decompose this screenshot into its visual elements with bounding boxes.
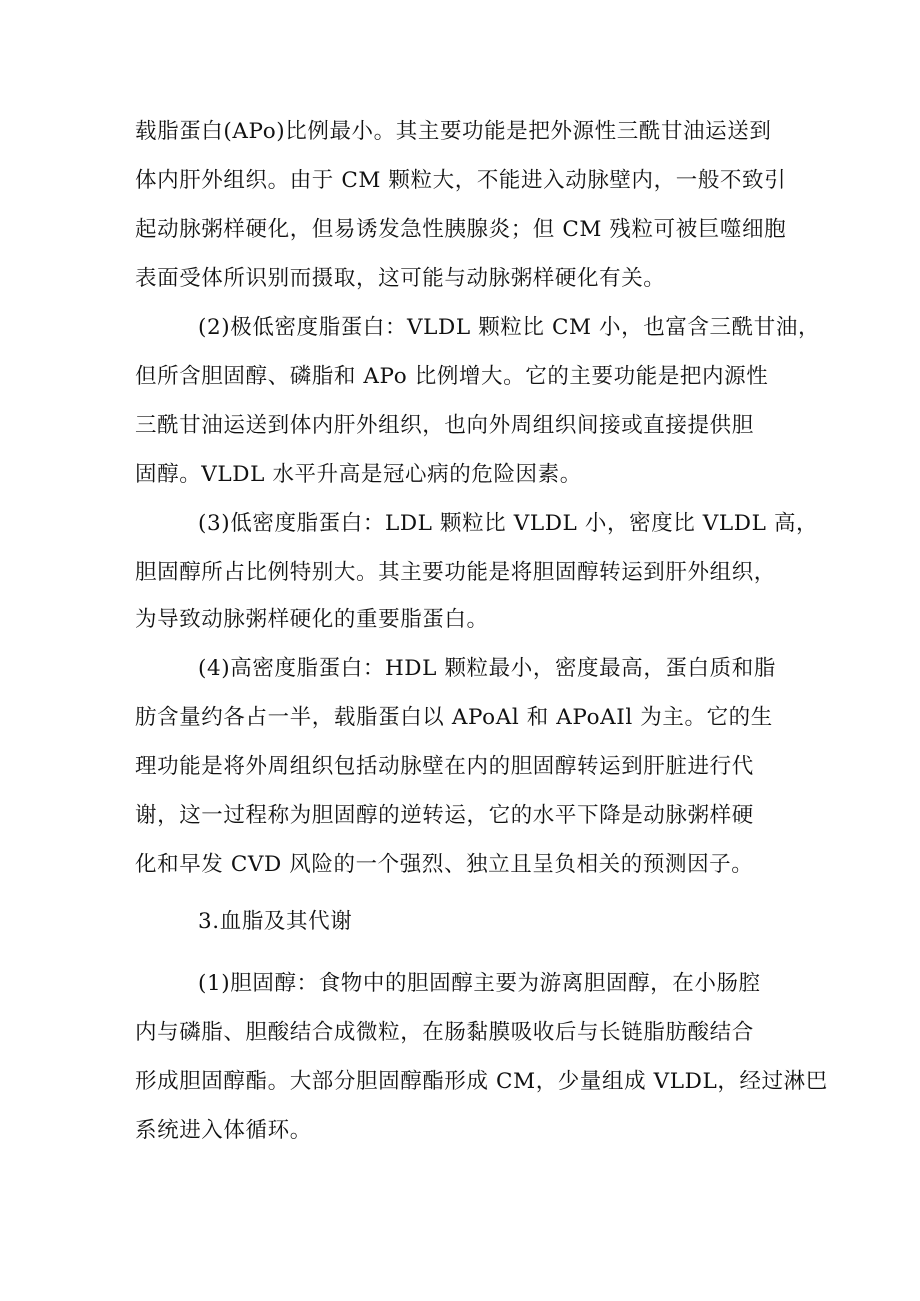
text-line: 表面受体所识别而摄取，这可能与动脉粥样硬化有关。 (135, 266, 666, 291)
text-line: 谢，这一过程称为胆固醇的逆转运，它的水平下降是动脉粥样硬 (135, 803, 754, 828)
text-line: 起动脉粥样硬化，但易诱发急性胰腺炎；但 CM 残粒可被巨噬细胞 (135, 217, 787, 242)
text-line: 胆固醇所占比例特别大。其主要功能是将胆固醇转运到肝外组织， (135, 560, 776, 585)
text-line: (1)胆固醇：食物中的胆固醇主要为游离胆固醇，在小肠腔 (198, 971, 761, 996)
text-line: (3)低密度脂蛋白：LDL 颗粒比 VLDL 小，密度比 VLDL 高， (198, 511, 819, 536)
text-line: 化和早发 CVD 风险的一个强烈、独立且呈负相关的预测因子。 (135, 852, 754, 877)
text-line: 体内肝外组织。由于 CM 颗粒大，不能进入动脉壁内，一般不致引 (135, 168, 787, 193)
text-line: 肪含量约各占一半，载脂蛋白以 APoAl 和 APoAIl 为主。它的生 (135, 705, 773, 730)
text-line: 为导致动脉粥样硬化的重要脂蛋白。 (135, 607, 489, 632)
text-line: 三酰甘油运送到体内肝外组织，也向外周组织间接或直接提供胆 (135, 413, 754, 438)
text-line: 内与磷脂、胆酸结合成微粒，在肠黏膜吸收后与长链脂肪酸结合 (135, 1020, 754, 1045)
section-heading: 3.血脂及其代谢 (198, 909, 353, 934)
text-line: 形成胆固醇酯。大部分胆固醇酯形成 CM，少量组成 VLDL，经过淋巴 (135, 1069, 828, 1094)
text-line: 固醇。VLDL 水平升高是冠心病的危险因素。 (135, 462, 582, 487)
text-line: 载脂蛋白(APo)比例最小。其主要功能是把外源性三酰甘油运送到 (135, 119, 772, 144)
text-line: (2)极低密度脂蛋白：VLDL 颗粒比 CM 小，也富含三酰甘油， (198, 315, 821, 340)
text-line: 理功能是将外周组织包括动脉壁在内的胆固醇转运到肝脏进行代 (135, 754, 754, 779)
text-line: 系统进入体循环。 (135, 1118, 312, 1143)
text-line: (4)高密度脂蛋白：HDL 颗粒最小，密度最高，蛋白质和脂 (198, 656, 776, 681)
text-line: 但所含胆固醇、磷脂和 APo 比例增大。它的主要功能是把内源性 (135, 364, 769, 389)
